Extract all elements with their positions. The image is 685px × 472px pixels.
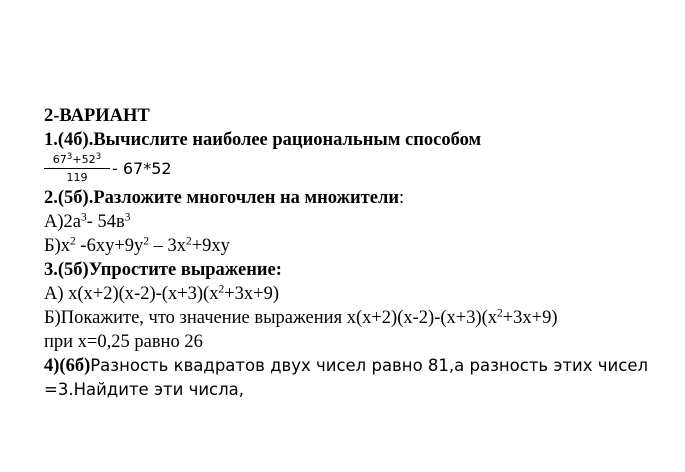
task2-part-b: $Б)x^2$ $-6xy+9y^2 - 3x^2+9xy$	[44, 235, 230, 256]
task3-part-b: Б)Покажите, что значение выражения $x(x+2)(x-2)-(x+3)(x^2+3x+9)$	[44, 307, 558, 328]
task2-title: 2.(5б).Разложите многочлен на множители:	[44, 188, 405, 208]
document-body	[44, 104, 674, 402]
task4-line2: =3.Найдите эти числа,	[44, 380, 245, 399]
task1-expression	[44, 152, 674, 186]
variant-heading: 2-ВАРИАНТ	[44, 106, 150, 126]
task1-numerator: $67^3+52^3$	[44, 152, 110, 169]
task3-title: 3.(5б)Упростите выражение:	[44, 260, 282, 280]
task3-part-b-line2: при x=0,25 равно 26	[44, 332, 203, 352]
task2-part-a: $А)2а^3-$ $54в^3$	[44, 211, 131, 232]
task3-part-a: А) $x(x+2)(x-2)-(x+3)(x^2+3x+9)$	[44, 283, 279, 304]
task1-denominator: 119	[66, 171, 88, 184]
task1-fraction	[44, 152, 110, 185]
task1-title: 1.(4б).Вычислите наиболее рациональным способом	[44, 130, 482, 150]
task4-line1: 4)(6б)Разность квадратов двух чисел равно 81,а разность этих чисел	[44, 356, 649, 376]
task1-rest: - 67*52	[112, 159, 172, 178]
